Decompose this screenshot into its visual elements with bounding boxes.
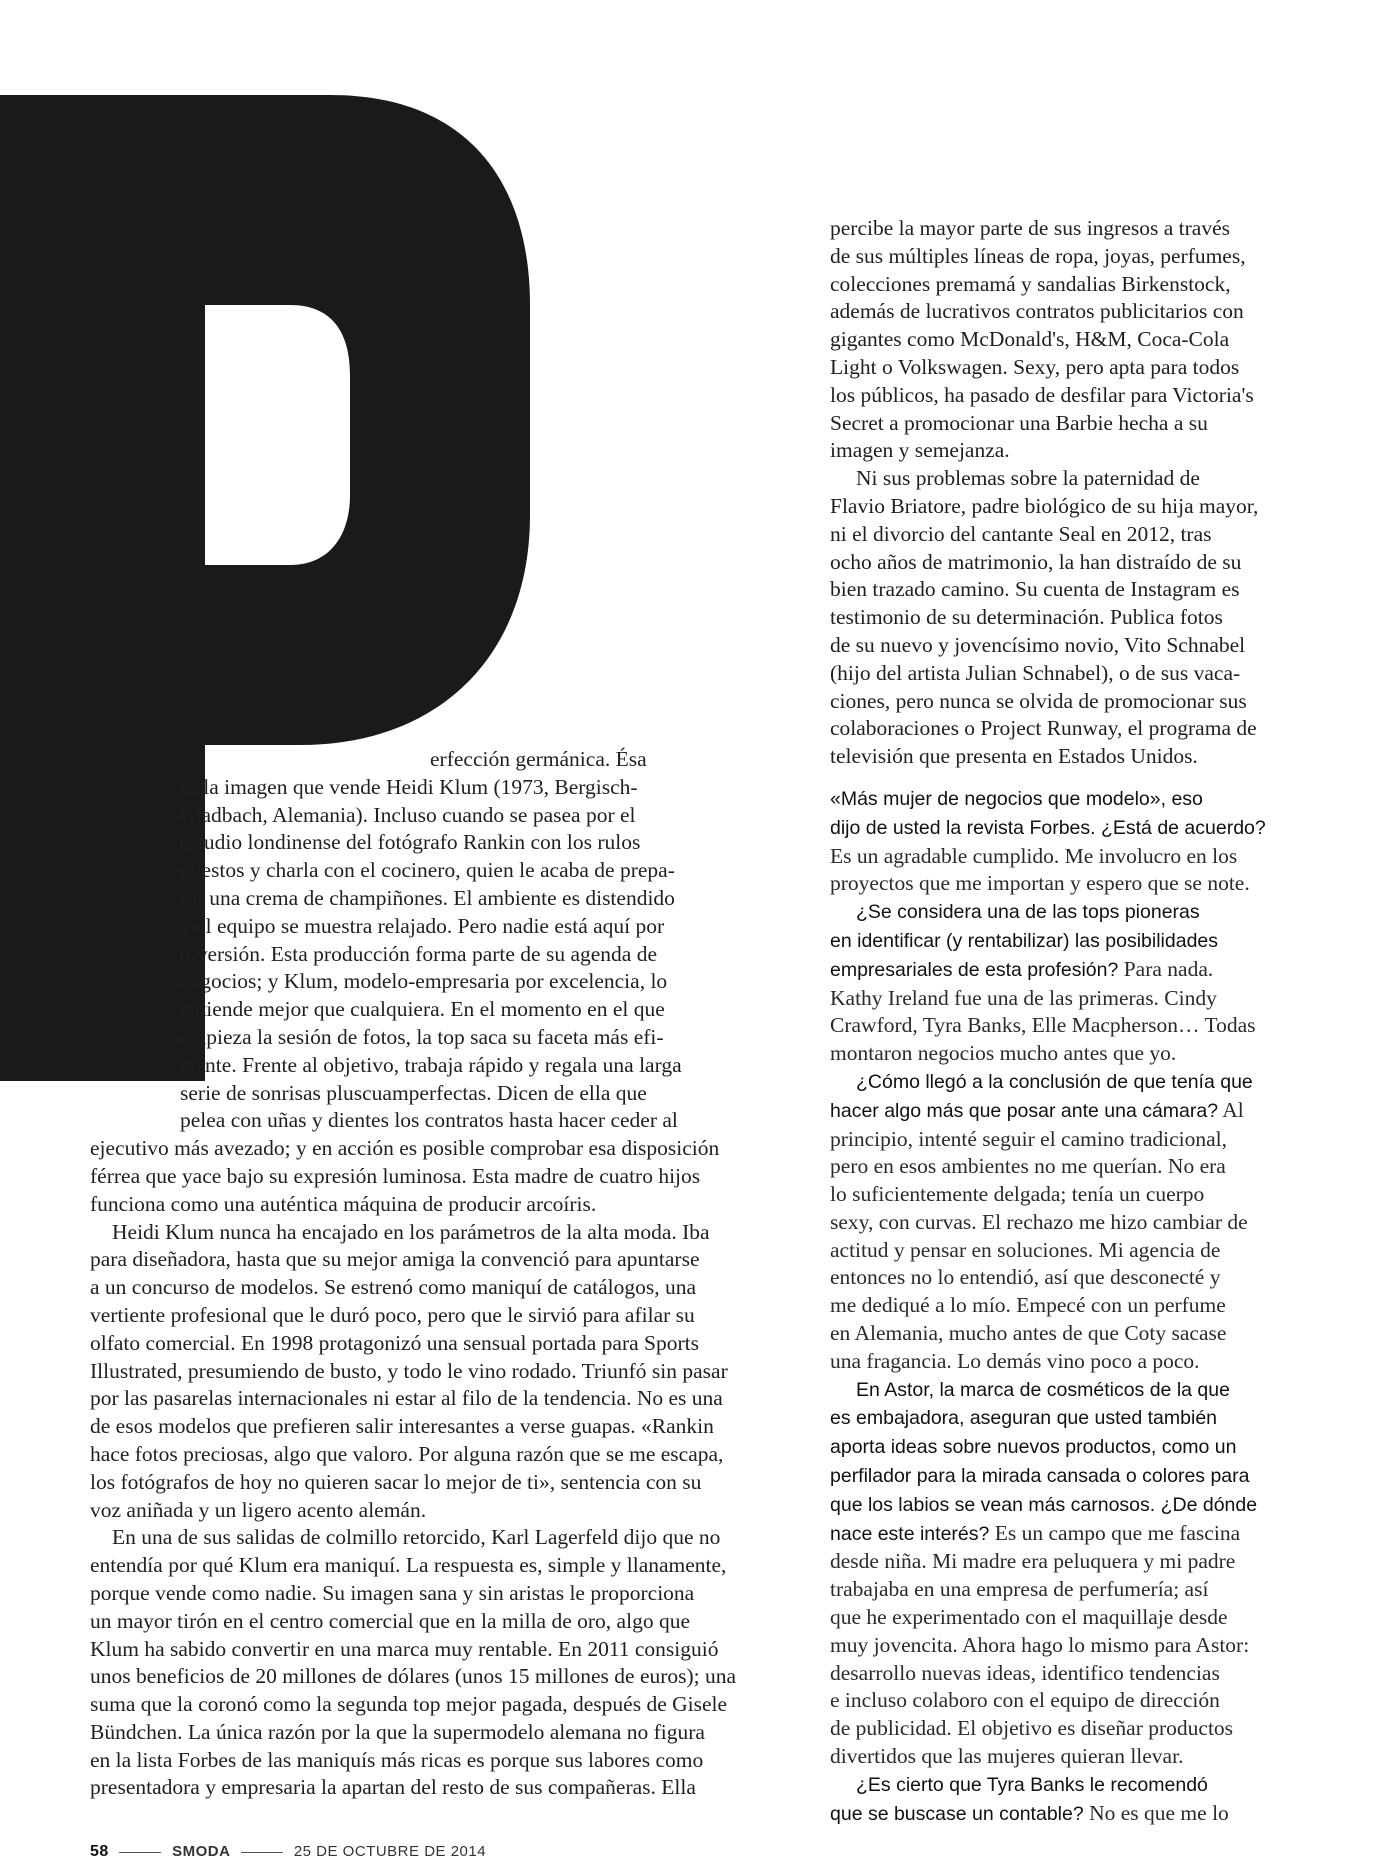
page-number: 58 [90, 1843, 109, 1860]
interview-line [830, 1548, 1315, 1576]
footer-rule [119, 1852, 161, 1853]
body-line: Heidi Klum nunca ha encajado en los parámetros de la alta moda. Iba [112, 1219, 710, 1244]
interview-question: En Astor, la marca de cosméticos de la que [856, 1378, 1230, 1401]
body-line: férrea que yace bajo su expresión luminosa. Esta madre de cuatro hijos [90, 1163, 701, 1188]
interview-line [830, 870, 1315, 898]
interview-line [830, 1433, 1315, 1462]
body-line: Flavio Briatore, padre biológico de su hija mayor, [830, 493, 1259, 518]
interview-answer: Kathy Ireland fue una de las primeras. Cindy [830, 985, 1217, 1010]
body-line: pelea con uñas y dientes los contratos hasta hacer ceder al [180, 1108, 678, 1133]
body-line: entendía por qué Klum era maniquí. La respuesta es, simple y llanamente, [90, 1553, 727, 1578]
interview-answer: pero en esos ambientes no me querían. No era [830, 1154, 1226, 1179]
interview-line [830, 1012, 1315, 1040]
interview-line [830, 785, 1315, 814]
interview-answer: desarrollo nuevas ideas, identifico tendencias [830, 1660, 1220, 1685]
interview-line [830, 1097, 1315, 1126]
body-line: de sus múltiples líneas de ropa, joyas, perfumes, [830, 243, 1246, 268]
interview-line [830, 1687, 1315, 1715]
body-line: (hijo del artista Julian Schnabel), o de sus vaca- [830, 660, 1241, 685]
footer-rule [241, 1852, 283, 1853]
body-line: colaboraciones o Project Runway, el programa de [830, 716, 1257, 741]
section-gap [830, 771, 1315, 785]
body-line: Klum ha sabido convertir en una marca muy rentable. En 2011 consiguió [90, 1636, 719, 1661]
body-line: para diseñadora, hasta que su mejor amiga la convenció para apuntarse [90, 1247, 700, 1272]
interview-answer: en Alemania, mucho antes de que Coty sacase [830, 1321, 1227, 1346]
body-line: erfección germánica. Ésa [430, 747, 647, 771]
interview-answer: trabajaba en una empresa de perfumería; así [830, 1577, 1209, 1602]
interview-question: perfilador para la mirada cansada o colores para [830, 1465, 1250, 1488]
body-line: Ni sus problemas sobre la paternidad de [856, 466, 1200, 491]
body-line: funciona como una auténtica máquina de producir arcoíris. [90, 1191, 597, 1216]
body-line: por las pasarelas internacionales ni estar al filo de la tendencia. No es una [90, 1386, 723, 1411]
interview-answer: me dediqué a lo mío. Empecé con un perfume [830, 1293, 1226, 1318]
interview-answer: que he experimentado con el maquillaje desde [830, 1605, 1228, 1630]
body-line: puestos y charla con el cocinero, quien le acaba de prepa- [180, 858, 675, 883]
interview-answer: de publicidad. El objetivo es diseñar productos [830, 1716, 1234, 1741]
body-line: los fotógrafos de hoy no quieren sacar lo mejor de ti», sentencia con su [90, 1469, 702, 1494]
body-line: un mayor tirón en el centro comercial que en la milla de oro, algo que [90, 1608, 690, 1633]
interview-answer: una fragancia. Lo demás vino poco a poco. [830, 1348, 1200, 1373]
body-line: los públicos, ha pasado de desfilar para Victoria's [830, 382, 1254, 407]
interview-answer: Al [1218, 1097, 1244, 1122]
interview-answer: lo suficientemente delgada; tenía un cuerpo [830, 1182, 1205, 1207]
interview-question: empresariales de esta profesión? [830, 958, 1119, 981]
body-line: ocho años de matrimonio, la han distraído de su [830, 549, 1242, 574]
interview-line [830, 1632, 1315, 1660]
interview-question: «Más mujer de negocios que modelo», eso [830, 787, 1203, 810]
interview-line [830, 1462, 1315, 1491]
interview-question: es embajadora, aseguran que usted también [830, 1407, 1218, 1430]
body-line: de su nuevo y jovencísimo novio, Vito Schnabel [830, 632, 1246, 657]
interview-line [830, 1068, 1315, 1097]
body-line: Illustrated, presumiendo de busto, y todo le vino rodado. Triunfó sin pasar [90, 1358, 728, 1383]
interview-question: nace este interés? [830, 1522, 990, 1545]
interview-line [830, 1576, 1315, 1604]
body-line: suma que la coronó como la segunda top mejor pagada, después de Gisele [90, 1692, 728, 1717]
interview-question: que los labios se vean más carnosos. ¿De dónde [830, 1493, 1258, 1516]
body-line: Secret a promocionar una Barbie hecha a su [830, 410, 1208, 435]
interview-answer: montaron negocios mucho antes que yo. [830, 1041, 1177, 1066]
interview-line [830, 1404, 1315, 1433]
body-line: voz aniñada y un ligero acento alemán. [90, 1497, 427, 1522]
magazine-name: SMODA [172, 1843, 231, 1860]
body-line: entiende mejor que cualquiera. En el momento en el que [180, 997, 665, 1022]
interview-line [830, 1237, 1315, 1265]
interview-answer: sexy, con curvas. El rechazo me hizo cambiar de [830, 1209, 1248, 1234]
interview-line [830, 927, 1315, 956]
body-line: empieza la sesión de fotos, la top saca su faceta más efi- [180, 1024, 664, 1049]
interview-question: ¿Es cierto que Tyra Banks le recomendó [856, 1773, 1208, 1796]
interview-line [830, 1040, 1315, 1068]
left-column [90, 746, 790, 1802]
body-line: Light o Volkswagen. Sexy, pero apta para todos [830, 354, 1240, 379]
body-line: y el equipo se muestra relajado. Pero nadie está aquí por [180, 913, 665, 938]
body-line: diversión. Esta producción forma parte de su agenda de [180, 941, 658, 966]
interview-line [830, 985, 1315, 1013]
interview-line [830, 1181, 1315, 1209]
interview-answer: No es que me lo [1083, 1800, 1229, 1825]
interview-answer: proyectos que me importan y espero que se note. [830, 871, 1250, 896]
interview-line [830, 1743, 1315, 1771]
interview-answer: Crawford, Tyra Banks, Elle Macpherson… Todas [830, 1013, 1256, 1038]
body-line: a un concurso de modelos. Se estrenó como maniquí de catálogos, una [90, 1275, 697, 1300]
interview-answer: e incluso colaboro con el equipo de dirección [830, 1688, 1220, 1713]
interview-line [830, 1320, 1315, 1348]
body-line: en la lista Forbes de las maniquís más ricas es porque sus labores como [90, 1747, 704, 1772]
interview-line [830, 898, 1315, 927]
interview-line [830, 1376, 1315, 1405]
interview-line [830, 1520, 1315, 1549]
body-line: vertiente profesional que le duró poco, pero que le sirvió para afilar su [90, 1302, 695, 1327]
body-line: ni el divorcio del cantante Seal en 2012, tras [830, 521, 1212, 546]
body-line: bien trazado camino. Su cuenta de Instagram es [830, 577, 1240, 602]
interview-answer: desde niña. Mi madre era peluquera y mi padre [830, 1549, 1236, 1574]
interview-line [830, 1126, 1315, 1154]
interview-line [830, 843, 1315, 871]
body-line: ciones, pero nunca se olvida de promocionar sus [830, 688, 1247, 713]
interview-line [830, 1292, 1315, 1320]
interview-line [830, 814, 1315, 843]
body-line: porque vende como nadie. Su imagen sana y sin aristas le proporciona [90, 1580, 695, 1605]
right-column [830, 215, 1315, 1828]
interview-question: ¿Se considera una de las tops pioneras [856, 901, 1200, 924]
body-line: percibe la mayor parte de sus ingresos a través [830, 216, 1230, 240]
body-line: unos beneficios de 20 millones de dólares (unos 15 millones de euros); una [90, 1664, 737, 1689]
interview-line [830, 1800, 1315, 1829]
body-line: es la imagen que vende Heidi Klum (1973, Bergisch- [180, 774, 638, 799]
body-line: serie de sonrisas pluscuamperfectas. Dicen de ella que [180, 1080, 647, 1105]
interview-line [830, 1264, 1315, 1292]
interview-answer: Para nada. [1118, 956, 1214, 981]
body-line: hace fotos preciosas, algo que valoro. Por alguna razón que se me escapa, [90, 1441, 724, 1466]
interview-line [830, 1209, 1315, 1237]
interview-answer: muy jovencita. Ahora hago lo mismo para Astor: [830, 1632, 1250, 1657]
interview-line [830, 1348, 1315, 1376]
interview-question: dijo de usted la revista Forbes. ¿Está de acuerdo? [830, 816, 1266, 839]
body-line: de esos modelos que prefieren salir interesantes a verse guapas. «Rankin [90, 1414, 714, 1439]
body-line: Gladbach, Alemania). Incluso cuando se pasea por el [180, 802, 636, 827]
body-line: imagen y semejanza. [830, 438, 1010, 463]
page-footer [90, 1843, 486, 1861]
interview-question: ¿Cómo llegó a la conclusión de que tenía que [856, 1070, 1253, 1093]
body-line: testimonio de su determinación. Publica fotos [830, 605, 1223, 630]
body-line: olfato comercial. En 1998 protagonizó una sensual portada para Sports [90, 1330, 699, 1355]
body-line: negocios; y Klum, modelo-empresaria por excelencia, lo [180, 969, 668, 994]
body-line: colecciones premamá y sandalias Birkenstock, [830, 271, 1231, 296]
issue-date: 25 DE OCTUBRE DE 2014 [293, 1843, 487, 1860]
body-line: estudio londinense del fotógrafo Rankin con los rulos [180, 830, 641, 855]
interview-question: hacer algo más que posar ante una cámara? [830, 1099, 1219, 1122]
body-line: presentadora y empresaria la apartan del resto de sus compañeras. Ella [90, 1775, 696, 1800]
interview-line [830, 1604, 1315, 1632]
interview-answer: Es un campo que me fascina [989, 1520, 1241, 1545]
body-line: además de lucrativos contratos publicitarios con [830, 299, 1244, 324]
interview-question: que se buscase un contable? [830, 1802, 1084, 1825]
interview-question: aporta ideas sobre nuevos productos, como un [830, 1436, 1237, 1459]
interview-line [830, 1491, 1315, 1520]
body-line: gigantes como McDonald's, H&M, Coca-Cola [830, 327, 1230, 352]
interview-answer: divertidos que las mujeres quieran llevar. [830, 1744, 1184, 1769]
interview-answer: entonces no lo entendió, así que desconecté y [830, 1265, 1221, 1290]
body-line: televisión que presenta en Estados Unidos. [830, 744, 1198, 769]
body-line: ejecutivo más avezado; y en acción es posible comprobar esa disposición [90, 1136, 720, 1161]
interview-question: en identificar (y rentabilizar) las posibilidades [830, 929, 1219, 952]
interview-line [830, 1715, 1315, 1743]
interview-line [830, 1771, 1315, 1800]
interview-answer: principio, intenté seguir el camino tradicional, [830, 1126, 1228, 1151]
body-line: ciente. Frente al objetivo, trabaja rápido y regala una larga [180, 1052, 682, 1077]
interview-line [830, 1660, 1315, 1688]
body-line: En una de sus salidas de colmillo retorcido, Karl Lagerfeld dijo que no [112, 1525, 721, 1550]
body-line: Bündchen. La única razón por la que la supermodelo alemana no figura [90, 1719, 705, 1744]
interview-answer: Es un agradable cumplido. Me involucro en los [830, 843, 1238, 868]
interview-line [830, 956, 1315, 985]
interview-line [830, 1153, 1315, 1181]
interview-answer: actitud y pensar en soluciones. Mi agencia de [830, 1237, 1221, 1262]
body-line: rar una crema de champiñones. El ambiente es distendido [180, 885, 675, 910]
